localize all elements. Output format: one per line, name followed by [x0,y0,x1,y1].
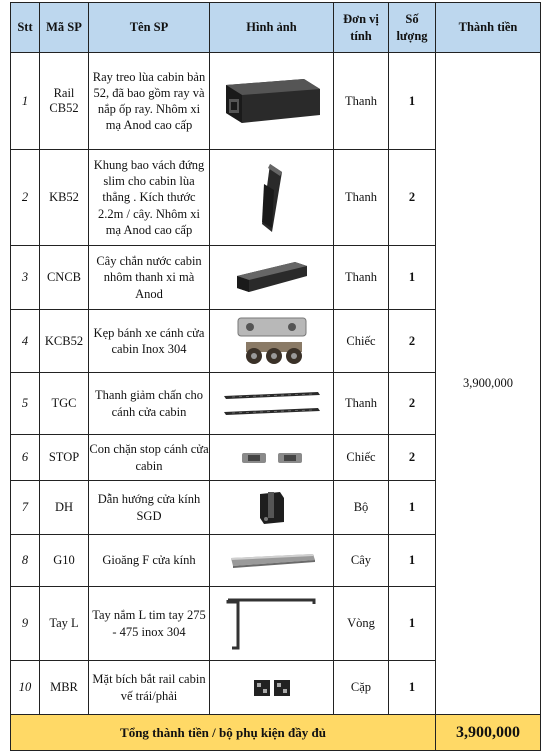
row-unit: Thanh [334,150,389,246]
row-name: Kẹp bánh xe cánh cửa cabin Inox 304 [89,310,210,373]
row-image-cell [210,481,334,535]
header-stt: Stt [11,3,40,53]
row-code: KB52 [40,150,89,246]
row-unit: Thanh [334,373,389,435]
ceiling-rail-image [222,75,322,127]
row-qty: 1 [389,53,436,150]
row-image-cell [210,661,334,715]
row-qty: 1 [389,246,436,310]
header-code: Mã SP [40,3,89,53]
row-unit: Vòng [334,587,389,661]
row-name: Mặt bích bắt rail cabin vế trái/phải [89,661,210,715]
product-table [10,2,541,751]
row-name: Gioăng F cửa kính [89,535,210,587]
row-stt: 8 [11,535,40,587]
glass-guide-image [252,488,292,528]
row-unit: Thanh [334,246,389,310]
header-unit: Đơn vị tính [334,3,389,53]
row-name: Con chặn stop cánh cửa cabin [89,435,210,481]
header-qty: Số lượng [389,3,436,53]
l-handle-image [222,596,322,652]
glass-seal-image [227,550,317,572]
row-code: MBR [40,661,89,715]
row-code: KCB52 [40,310,89,373]
row-stt: 3 [11,246,40,310]
row-stt: 9 [11,587,40,661]
damper-bar-image [222,390,322,418]
row-unit: Cặp [334,661,389,715]
total-amount: 3,900,000 [436,53,541,715]
row-image-cell [210,246,334,310]
row-qty: 1 [389,661,436,715]
row-qty: 2 [389,373,436,435]
row-unit: Bộ [334,481,389,535]
row-image-cell [210,535,334,587]
header-total: Thành tiền [436,3,541,53]
row-qty: 1 [389,587,436,661]
row-unit: Chiếc [334,435,389,481]
door-stop-image [240,449,304,467]
row-stt: 2 [11,150,40,246]
water-bar-image [235,258,309,298]
row-qty: 2 [389,310,436,373]
grand-total: 3,900,000 [436,715,541,751]
row-stt: 5 [11,373,40,435]
row-image-cell [210,587,334,661]
row-qty: 1 [389,535,436,587]
row-code: Rail CB52 [40,53,89,150]
footer-label: Tổng thành tiền / bộ phụ kiện đầy đủ [11,715,436,751]
row-code: DH [40,481,89,535]
row-code: TGC [40,373,89,435]
row-image-cell [210,435,334,481]
row-stt: 4 [11,310,40,373]
header-image: Hình ảnh [210,3,334,53]
header-name: Tên SP [89,3,210,53]
header-row [11,3,541,53]
row-name: Cây chắn nước cabin nhôm thanh xi mà Anod [89,246,210,310]
row-code: G10 [40,535,89,587]
row-name: Tay nắm L tim tay 275 - 475 inox 304 [89,587,210,661]
row-name: Thanh giảm chấn cho cánh cửa cabin [89,373,210,435]
row-stt: 1 [11,53,40,150]
row-stt: 7 [11,481,40,535]
row-stt: 6 [11,435,40,481]
row-unit: Chiếc [334,310,389,373]
row-code: Tay L [40,587,89,661]
row-qty: 1 [389,481,436,535]
footer-row [11,715,541,751]
row-image-cell [210,373,334,435]
row-image-cell [210,53,334,150]
row-code: CNCB [40,246,89,310]
row-image-cell [210,310,334,373]
frame-profile-image [252,162,292,234]
row-qty: 2 [389,150,436,246]
row-unit: Cây [334,535,389,587]
row-qty: 2 [389,435,436,481]
row-code: STOP [40,435,89,481]
row-unit: Thanh [334,53,389,150]
table-row [11,53,541,150]
row-name: Khung bao vách đứng slim cho cabin lùa thẳng . Kích thước 2.2m / cây. Nhôm xi mạ Anod cao cấp [89,150,210,246]
row-stt: 10 [11,661,40,715]
row-image-cell [210,150,334,246]
rail-flange-image [252,676,292,700]
row-name: Dẫn hướng cửa kính SGD [89,481,210,535]
roller-clamp-image [232,314,312,368]
row-name: Ray treo lùa cabin bản 52, đã bao gồm ray và nắp ốp ray. Nhôm xi mạ Anod cao cấp [89,53,210,150]
